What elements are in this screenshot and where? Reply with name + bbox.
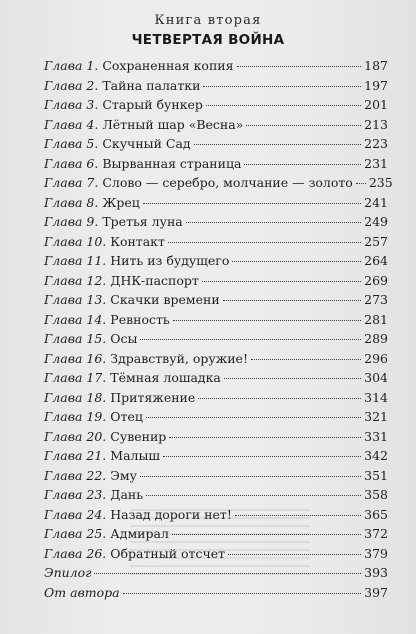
- dot-leader: [244, 164, 361, 165]
- dot-leader: [163, 456, 361, 457]
- chapter-title: Скачки времени: [110, 292, 220, 307]
- chapter-label: Глава 23.: [44, 487, 107, 502]
- toc-entry: [44, 329, 388, 349]
- chapter-title: Третья луна: [102, 214, 183, 229]
- chapter-label: Глава 1.: [44, 58, 99, 73]
- page-number: 397: [364, 584, 388, 600]
- toc-entry: [44, 271, 388, 291]
- page-number: 187: [364, 58, 388, 73]
- dot-leader: [206, 105, 361, 106]
- page-number: 281: [364, 311, 388, 327]
- chapter-title: Жрец: [102, 194, 140, 210]
- chapter-title: Эму: [110, 467, 137, 483]
- toc-entry: [44, 193, 388, 213]
- page-number: 296: [364, 350, 388, 366]
- page-number: 304: [364, 370, 388, 385]
- toc-entry: [44, 290, 388, 310]
- chapter-label: Глава 11.: [44, 253, 107, 268]
- chapter-title: Сувенир: [110, 428, 167, 444]
- toc-entry: [44, 232, 388, 252]
- chapter-title: Скучный Сад: [102, 136, 191, 151]
- chapter-title: Слово — серебро, молчание — золото: [102, 175, 353, 190]
- chapter-title: Тайна палатки: [102, 77, 201, 93]
- dot-leader: [169, 437, 361, 438]
- chapter-label: Глава 22.: [44, 467, 107, 483]
- chapter-label: Глава 4.: [44, 116, 99, 132]
- chapter-label: Глава 2.: [44, 77, 99, 93]
- page-number: 372: [364, 526, 388, 541]
- chapter-title: Тёмная лошадка: [110, 370, 221, 385]
- chapter-title: Осы: [110, 331, 138, 346]
- toc-entry: [44, 368, 388, 388]
- dot-leader: [146, 417, 361, 418]
- dot-leader: [194, 144, 362, 145]
- chapter-title: Адмирал: [110, 526, 169, 541]
- dot-leader: [123, 593, 362, 594]
- page-number: 231: [364, 155, 388, 171]
- chapter-title: Назад дороги нет!: [110, 506, 232, 522]
- dot-leader: [146, 495, 361, 496]
- chapter-label: Глава 13.: [44, 292, 107, 307]
- chapter-label: Глава 9.: [44, 214, 99, 229]
- chapter-label: Глава 19.: [44, 409, 107, 424]
- toc-entry: [44, 212, 388, 232]
- chapter-title: Нить из будущего: [110, 253, 230, 268]
- dot-leader: [356, 183, 366, 184]
- toc-entry: [44, 583, 388, 603]
- page-number: 289: [364, 331, 388, 346]
- part-title: ЧЕТВЕРТАЯ ВОЙНА: [131, 32, 285, 48]
- page-number: 249: [364, 214, 388, 229]
- dot-leader: [198, 398, 361, 399]
- page-number: 331: [364, 428, 388, 444]
- dot-leader: [246, 125, 361, 126]
- toc-entry: [44, 251, 388, 271]
- dot-leader: [143, 203, 361, 204]
- chapter-title: Обратный отсчет: [110, 545, 226, 561]
- chapter-label: Глава 10.: [44, 233, 107, 249]
- chapter-label: Глава 3.: [44, 97, 99, 112]
- chapter-label: Глава 24.: [44, 506, 107, 522]
- toc-entry: [44, 427, 388, 447]
- chapter-title: ДНК-паспорт: [110, 272, 199, 288]
- chapter-title: Старый бункер: [102, 97, 203, 112]
- toc-entry: [44, 485, 388, 505]
- page-number: 235: [368, 175, 393, 190]
- page-number: 314: [364, 389, 388, 405]
- toc-entry: [44, 154, 388, 174]
- dot-leader: [140, 476, 361, 477]
- book-label: Книга вторая: [154, 13, 262, 28]
- chapter-title: Лётный шар «Весна»: [102, 116, 244, 132]
- page-number: 379: [364, 545, 388, 561]
- page-number: 365: [364, 506, 388, 522]
- chapter-title: Ревность: [110, 311, 170, 327]
- page-number: 393: [364, 565, 388, 580]
- chapter-label: Глава 25.: [44, 526, 107, 541]
- toc-entry: [44, 349, 388, 369]
- chapter-title: Притяжение: [110, 389, 196, 405]
- dot-leader: [140, 339, 361, 340]
- chapter-title: Сохраненная копия: [102, 58, 234, 73]
- chapter-label: Глава 20.: [44, 428, 107, 444]
- dot-leader: [232, 261, 361, 262]
- page-number: 201: [364, 97, 388, 112]
- dot-leader: [251, 359, 361, 360]
- page-number: 197: [364, 77, 388, 93]
- chapter-label: Глава 5.: [44, 136, 99, 151]
- toc-entry: [44, 76, 388, 96]
- dot-leader: [224, 378, 361, 379]
- bleed-through-shadow: [130, 505, 310, 575]
- page-number: 223: [364, 136, 388, 151]
- dot-leader: [168, 242, 361, 243]
- dot-leader: [202, 281, 361, 282]
- chapter-title: Здравствуй, оружие!: [110, 350, 248, 366]
- dot-leader: [237, 66, 362, 67]
- chapter-label: Глава 6.: [44, 155, 99, 171]
- toc-entry: [44, 173, 393, 193]
- chapter-title: Отец: [110, 409, 143, 424]
- chapter-label: Глава 7.: [44, 175, 99, 190]
- page-number: 257: [364, 233, 388, 249]
- chapter-label: Глава 12.: [44, 272, 107, 288]
- page-number: 358: [364, 487, 388, 502]
- toc-entry: [44, 56, 388, 76]
- chapter-title: Вырванная страница: [102, 155, 242, 171]
- toc-entry: [44, 466, 388, 486]
- dot-leader: [186, 222, 361, 223]
- dot-leader: [223, 300, 361, 301]
- page-number: 213: [364, 116, 388, 132]
- toc-entry: [44, 446, 388, 466]
- toc-entry: [44, 310, 388, 330]
- page-number: 321: [364, 409, 388, 424]
- chapter-title: Дань: [110, 487, 144, 502]
- chapter-label: Глава 14.: [44, 311, 107, 327]
- toc-entry: [44, 134, 388, 154]
- chapter-title: Малыш: [110, 448, 161, 463]
- dot-leader: [173, 320, 361, 321]
- page-number: 351: [364, 467, 388, 483]
- chapter-label: Эпилог: [44, 565, 92, 580]
- toc-entry: [44, 115, 388, 135]
- toc-entry: [44, 95, 388, 115]
- page-number: 241: [364, 194, 388, 210]
- chapter-label: Глава 21.: [44, 448, 107, 463]
- chapter-label: Глава 15.: [44, 331, 107, 346]
- page-number: 342: [364, 448, 388, 463]
- chapter-label: Глава 16.: [44, 350, 107, 366]
- toc-entry: [44, 388, 388, 408]
- dot-leader: [203, 86, 361, 87]
- chapter-label: Глава 26.: [44, 545, 107, 561]
- chapter-title: Контакт: [110, 233, 165, 249]
- page-number: 264: [364, 253, 388, 268]
- chapter-label: От автора: [44, 584, 120, 600]
- chapter-label: Глава 8.: [44, 194, 99, 210]
- chapter-label: Глава 17.: [44, 370, 107, 385]
- toc-entry: [44, 407, 388, 427]
- chapter-label: Глава 18.: [44, 389, 107, 405]
- page-number: 269: [364, 272, 388, 288]
- page-number: 273: [364, 292, 388, 307]
